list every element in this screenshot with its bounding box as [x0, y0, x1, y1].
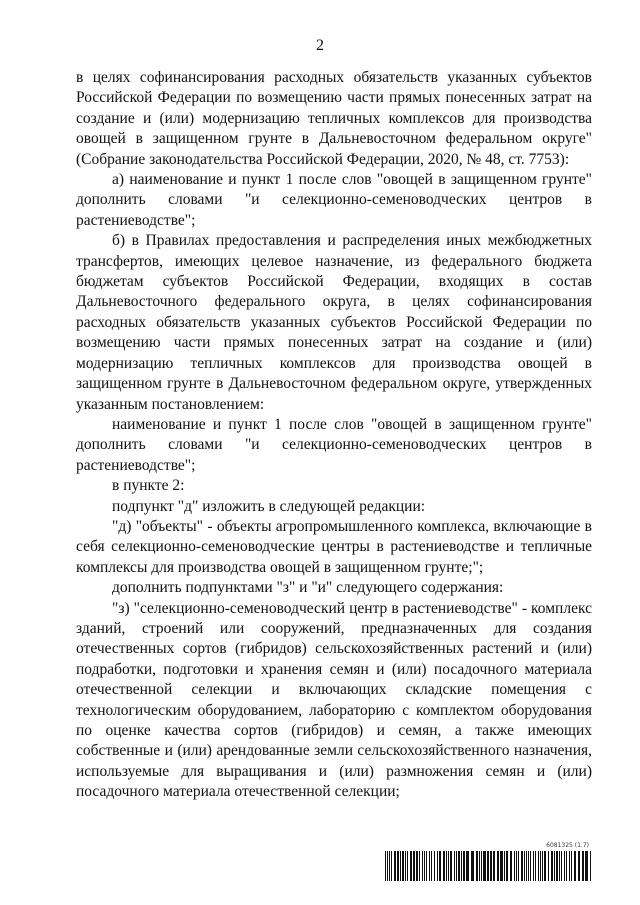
- barcode-caption: 6081325 (1.7): [546, 842, 589, 849]
- paragraph-subpoint-z-text: "з) "селекционно-семеноводческий центр в растениеводстве" - комплекс зданий, строений или сооружений, предназначенных для создания отечественных сортов (гибридов) сельскохозяйственных растений и (или) подработки, подготовки и хранения семян и (или) посадочного материала отечественной селекции и включающих складские помещения с технологическим оборудованием, лабораторию с комплектом оборудования по оценке качества сортов (гибридов) и семян, а также имеющих собственные и (или) арендованные земли сельскохозяйственного назначения, используемые для выращивания и (или) размножения семян и (или) посадочного материала отечественной селекции;: [76, 599, 592, 801]
- page-number: 2: [316, 37, 324, 54]
- document-body: [76, 68, 592, 803]
- paragraph-item-b: б) в Правилах предоставления и распределения иных межбюджетных трансфертов, имеющих целевое назначение, из федерального бюджета бюджетам субъектов Российской Федерации, входящих в состав Дальневосточного федерального округа, в целях софинансирования расходных обязательств указанных субъектов Российской Федерации по возмещению части прямых понесенных затрат на создание и (или) модернизацию тепличных комплексов для производства овощей в защищенном грунте в Дальневосточном федеральном округе, утвержденных указанным постановлением:: [76, 232, 592, 413]
- barcode-icon: [383, 851, 595, 881]
- barcode-block: [383, 842, 595, 881]
- paragraph-rules-name: наименование и пункт 1 после слов "овощей в защищенном грунте" дополнить словами "и селекционно-семеноводческих центров в растениеводстве";: [76, 415, 592, 474]
- paragraph-subpoint-d-text: "д) "объекты" - объекты агропромышленного комплекса, включающие в себя селекционно-семеноводческие центры в растениеводстве и тепличные комплексы для производства овощей в защищенном грунте;";: [76, 517, 592, 576]
- paragraph-subpoint-d-intro: подпункт "д" изложить в следующей редакции:: [112, 497, 426, 515]
- paragraph-item-a: а) наименование и пункт 1 после слов "овощей в защищенном грунте" дополнить словами "и селекционно-семеноводческих центров в растениеводстве";: [76, 171, 592, 229]
- paragraph-in-point-2: в пункте 2:: [112, 477, 185, 495]
- paragraph-add-subpoints-intro: дополнить подпунктами "з" и "и" следующего содержания:: [112, 579, 504, 597]
- paragraph-intro-continuation: в целях софинансирования расходных обязательств указанных субъектов Российской Федерации по возмещению части прямых понесенных затрат на создание и (или) модернизацию тепличных комплексов для производства овощей в защищенном грунте в Дальневосточном федеральном округе" (Собрание законодательства Российской Федерации, 2020, № 48, ст. 7753):: [76, 69, 592, 168]
